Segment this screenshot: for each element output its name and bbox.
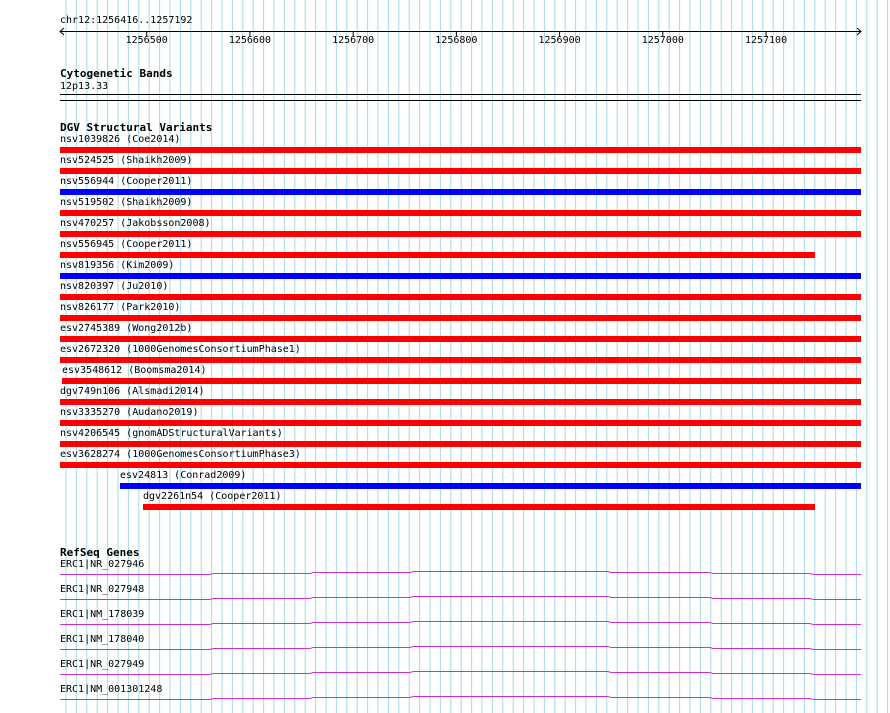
- dgv-variant-label[interactable]: nsv3335270 (Audano2019): [60, 407, 199, 418]
- ruler-tick-label: 1256900: [538, 35, 581, 46]
- gene-intron-line: [60, 672, 861, 675]
- refseq-gene-label[interactable]: ERC1|NR_027946: [60, 559, 145, 570]
- dgv-variant-label[interactable]: nsv820397 (Ju2010): [60, 281, 169, 292]
- refseq-gene-label[interactable]: ERC1|NM_178040: [60, 634, 145, 645]
- refseq-gene-model[interactable]: [0, 619, 890, 627]
- dgv-variant-label[interactable]: nsv826177 (Park2010): [60, 302, 181, 313]
- dgv-variant-bar[interactable]: [60, 168, 861, 174]
- dgv-variant-bar[interactable]: [60, 336, 861, 342]
- ruler-tick-label: 1256800: [435, 35, 478, 46]
- dgv-variant-bar[interactable]: [60, 357, 861, 363]
- gene-intron-line: [60, 572, 861, 575]
- cytoband-label[interactable]: 12p13.33: [60, 81, 109, 92]
- dgv-variant-label[interactable]: nsv470257 (Jakobsson2008): [60, 218, 211, 229]
- track-separator: [60, 100, 861, 101]
- dgv-variant-bar[interactable]: [143, 504, 815, 510]
- region-label: chr12:1256416..1257192: [60, 15, 193, 26]
- cytoband-track-title[interactable]: Cytogenetic Bands: [60, 67, 173, 80]
- dgv-track-title[interactable]: DGV Structural Variants: [60, 121, 213, 134]
- gene-intron-line: [60, 622, 861, 625]
- dgv-variant-bar[interactable]: [60, 441, 861, 447]
- gene-intron-line: [60, 697, 861, 700]
- dgv-variant-label[interactable]: nsv556944 (Cooper2011): [60, 176, 193, 187]
- dgv-variant-bar[interactable]: [60, 315, 861, 321]
- dgv-variant-label[interactable]: nsv4206545 (gnomADStructuralVariants): [60, 428, 283, 439]
- dgv-variant-bar[interactable]: [120, 483, 861, 489]
- gene-intron-line: [60, 597, 861, 600]
- dgv-variant-bar[interactable]: [60, 189, 861, 195]
- dgv-variant-bar[interactable]: [60, 210, 861, 216]
- dgv-variant-label[interactable]: dgv2261n54 (Cooper2011): [143, 491, 282, 502]
- refseq-gene-model[interactable]: [0, 694, 890, 702]
- ruler-tick-label: 1257000: [641, 35, 684, 46]
- dgv-variant-label[interactable]: esv2672320 (1000GenomesConsortiumPhase1): [60, 344, 301, 355]
- refseq-gene-model[interactable]: [0, 644, 890, 652]
- ruler-tick-label: 1256500: [125, 35, 168, 46]
- refseq-gene-label[interactable]: ERC1|NR_027948: [60, 584, 145, 595]
- cytoband-bar-line: [60, 94, 861, 95]
- dgv-variant-bar[interactable]: [60, 147, 861, 153]
- ruler-tick-label: 1256600: [228, 35, 271, 46]
- refseq-gene-model[interactable]: [0, 669, 890, 677]
- dgv-variant-bar[interactable]: [60, 231, 861, 237]
- refseq-gene-label[interactable]: ERC1|NM_178039: [60, 609, 145, 620]
- ruler-tick-label: 1257100: [744, 35, 788, 46]
- dgv-variant-bar[interactable]: [60, 462, 861, 468]
- dgv-variant-label[interactable]: esv3548612 (Boomsma2014): [62, 365, 207, 376]
- refseq-gene-label[interactable]: ERC1|NR_027949: [60, 659, 145, 670]
- refseq-gene-label[interactable]: ERC1|NM_001301248: [60, 684, 163, 695]
- refseq-gene-model[interactable]: [0, 594, 890, 602]
- dgv-variant-label[interactable]: esv24813 (Conrad2009): [120, 470, 247, 481]
- gene-intron-line: [60, 647, 861, 650]
- dgv-variant-bar[interactable]: [60, 273, 861, 279]
- dgv-variant-bar[interactable]: [60, 294, 861, 300]
- ruler-tick-label: 1256700: [332, 35, 375, 46]
- refseq-track-title[interactable]: RefSeq Genes: [60, 546, 140, 559]
- dgv-variant-bar[interactable]: [62, 378, 861, 384]
- dgv-variant-label[interactable]: nsv524525 (Shaikh2009): [60, 155, 193, 166]
- dgv-variant-label[interactable]: nsv556945 (Cooper2011): [60, 239, 193, 250]
- dgv-variant-bar[interactable]: [60, 252, 815, 258]
- dgv-variant-label[interactable]: dgv749n106 (Alsmadi2014): [60, 386, 205, 397]
- refseq-gene-model[interactable]: [0, 569, 890, 577]
- dgv-variant-label[interactable]: nsv819356 (Kim2009): [60, 260, 175, 271]
- dgv-variant-label[interactable]: esv2745389 (Wong2012b): [60, 323, 193, 334]
- dgv-variant-label[interactable]: nsv1039826 (Coe2014): [60, 134, 181, 145]
- dgv-variant-bar[interactable]: [60, 420, 861, 426]
- dgv-variant-bar[interactable]: [60, 399, 861, 405]
- dgv-variant-label[interactable]: esv3628274 (1000GenomesConsortiumPhase3): [60, 449, 301, 460]
- dgv-variant-label[interactable]: nsv519502 (Shaikh2009): [60, 197, 193, 208]
